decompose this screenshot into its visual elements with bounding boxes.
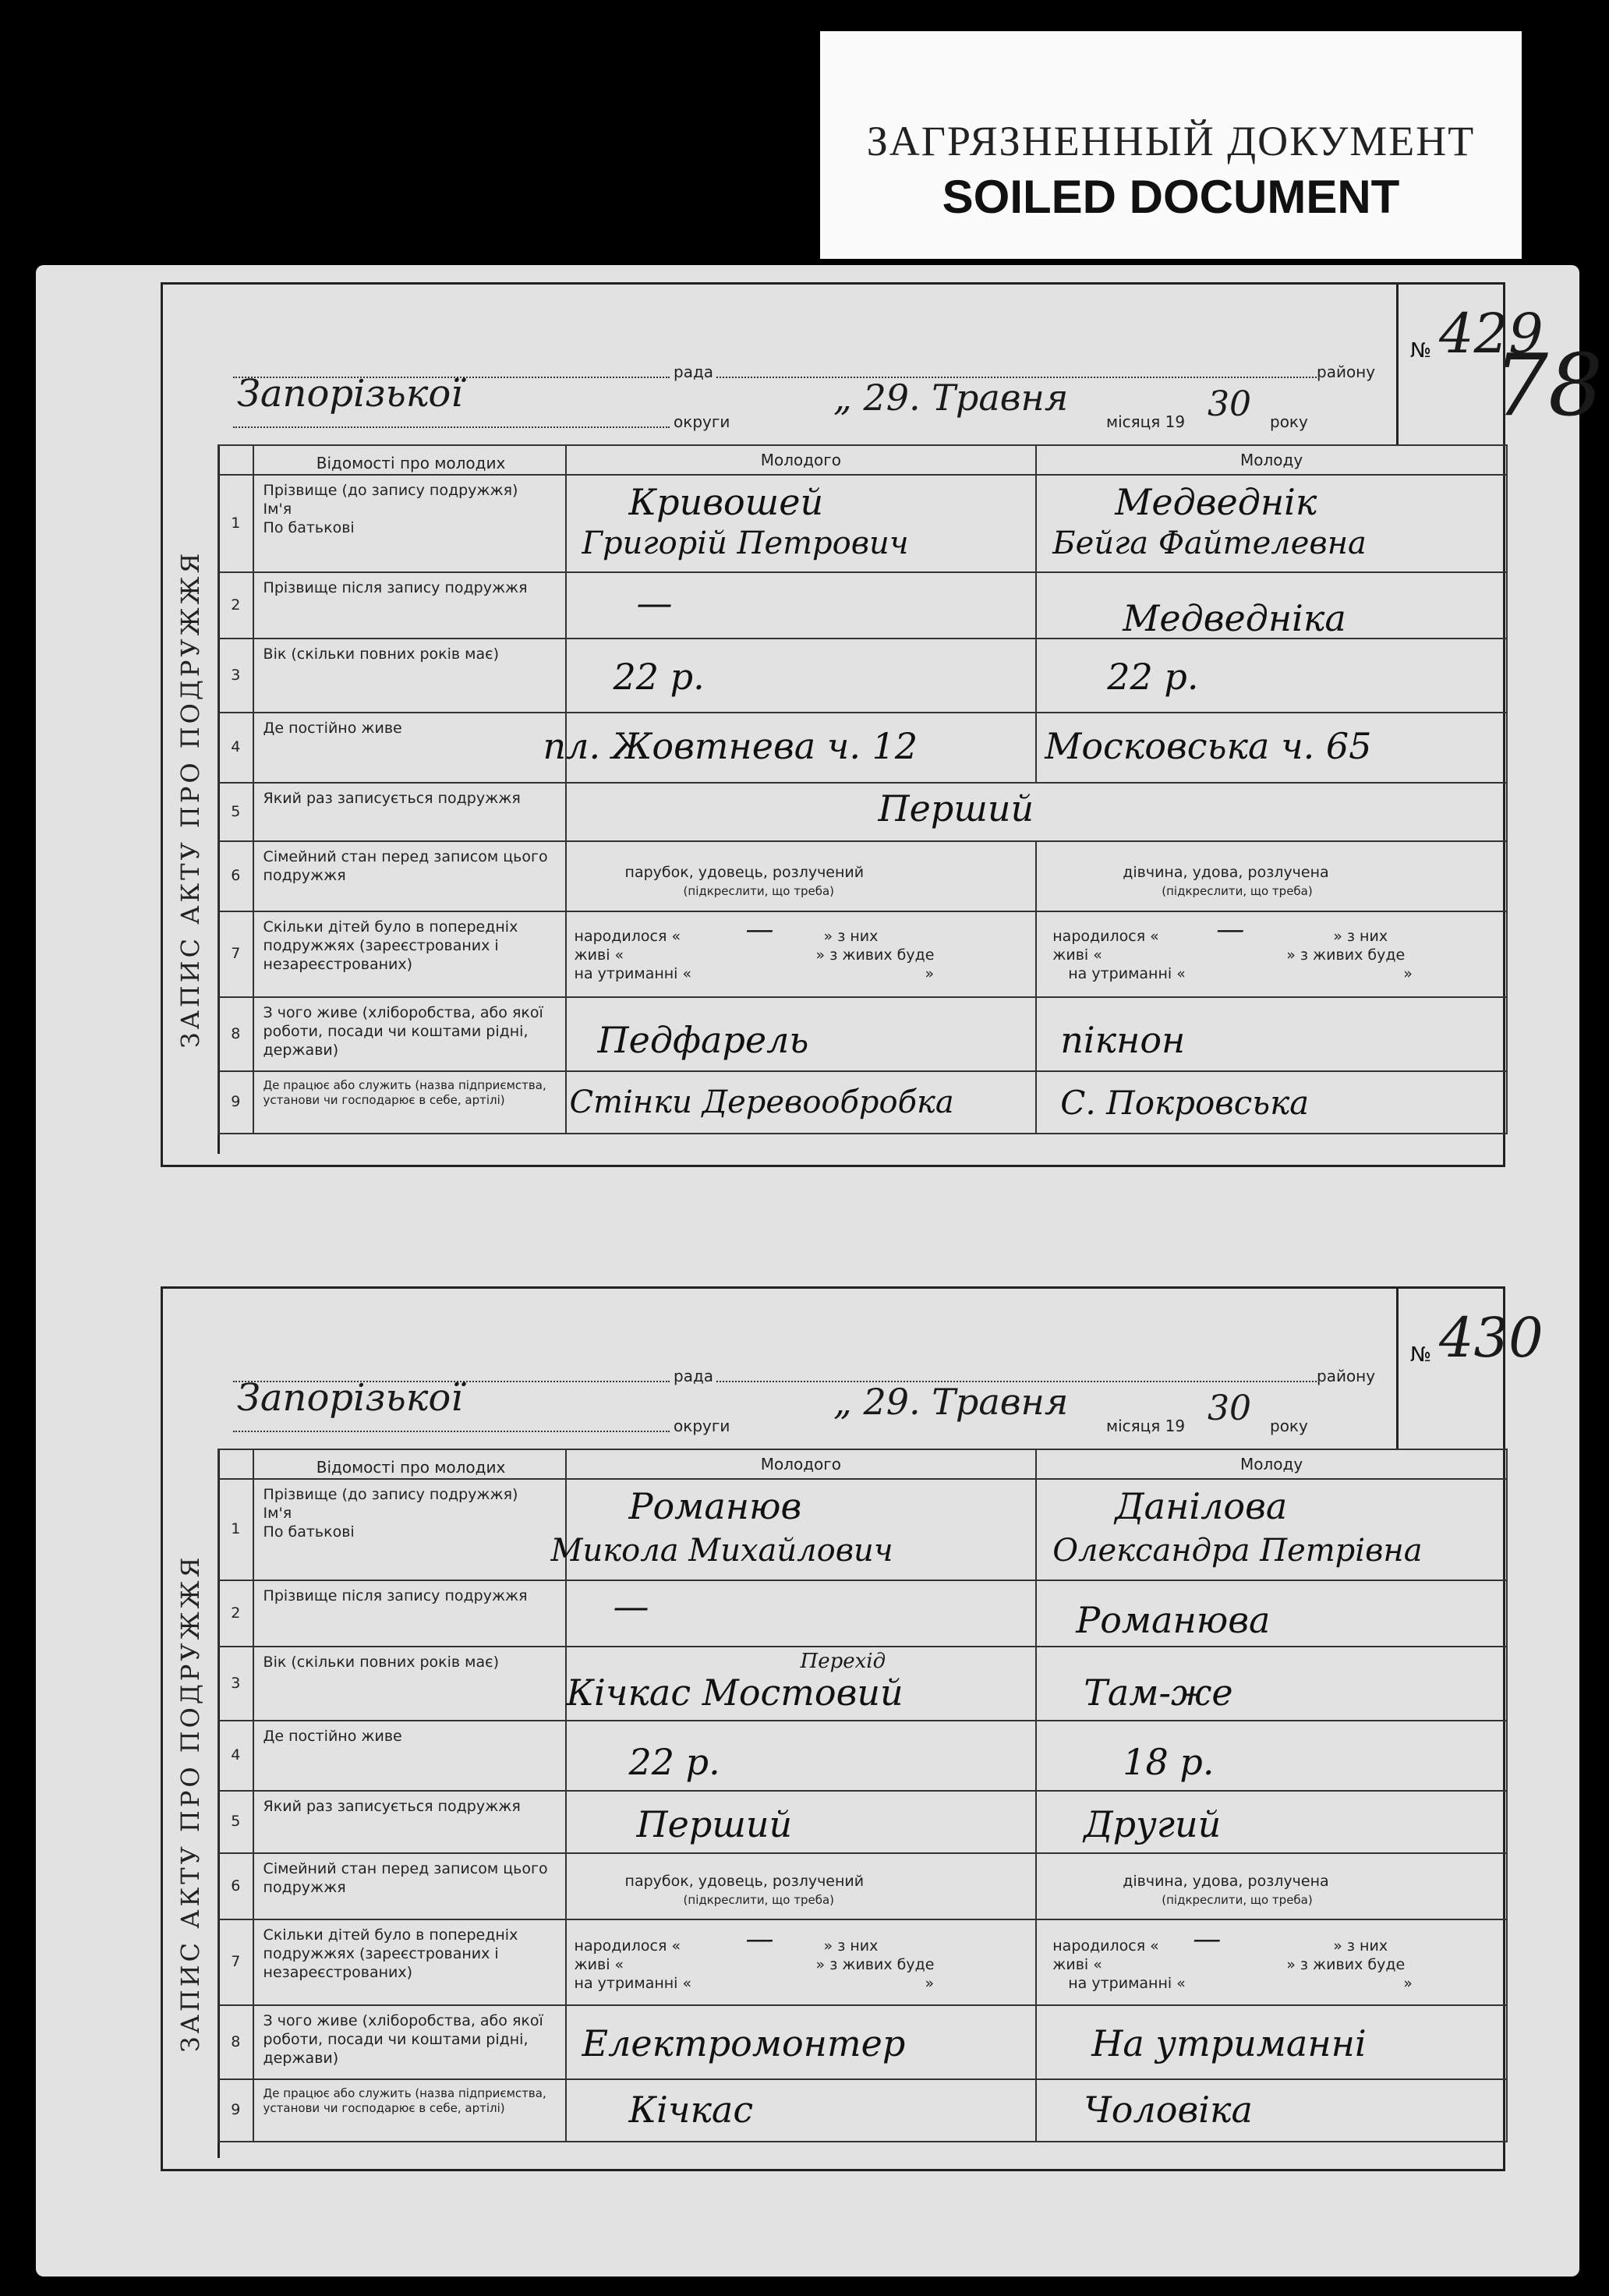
q2-label: Прізвище після запису подружжя [253,1580,566,1647]
record-header [217,285,1544,444]
groom-occupation: Педфарель [597,1019,809,1061]
bride-age: Там-же [1084,1672,1233,1714]
groom-children: — [745,914,774,946]
groom-name: Григорій Петрович [582,525,909,561]
bride-surname: Данілова [1115,1485,1288,1527]
groom-age: Кічкас Мостовий [566,1672,904,1714]
q9-label: Де працює або служить (назва підприємства, установи чи господарює в себе, артілі) [253,1071,566,1134]
record-number: 430 [1439,1306,1544,1370]
groom-note-perekhid: Перехід [800,1650,886,1673]
groom-surname-after: — [613,1585,649,1627]
raionu-label: району [1317,1367,1376,1385]
record-number-box [1396,285,1544,444]
groom-names-cell [566,475,1037,572]
groom-workplace: Кічкас [628,2089,754,2131]
bride-workplace: Чоловіка [1084,2089,1253,2131]
q6-label: Сімейний стан перед записом цього подружжя [253,841,566,911]
bride-occupation: На утриманні [1091,2022,1367,2064]
record-vertical-title: ЗАПИС АКТУ ПРО ПОДРУЖЖЯ [163,1449,220,2158]
okrug-handwritten: Запорізької [237,1376,463,1420]
bride-name: Бейга Файтелевна [1052,525,1367,561]
rada-label: рада [674,363,714,381]
groom-workplace: Стінки Деревообробка [569,1084,954,1120]
record-number: 429 [1439,302,1544,366]
okrugy-label: округи [674,412,730,431]
groom-surname-after: — [636,582,673,624]
record-number-box [1396,1289,1544,1449]
misiatsia-label: місяця 19 [1106,1417,1186,1435]
record-table: Відомості про молодих Молодого Молоду 1 Прізвище (до запису подружжя) Ім'я По батькові Кривошей Григорій Петрович Медведнік Бейга Файтелевна 2 Прізвище після запису подружжя — Медведнікa 3 Вік (скільки повних років має) 22 р. 22 р. 4 Де постійно живе пл. Жовтнева ч. 12 Московська ч. 65 5 Який раз записується подружжя Перший 6 Сімейний стан перед записом цього подружжя парубок, удовець, розлучений (підкреслити, що треба) дівчина, удова, розлучена (підкреслити, що треба) 7 Скільки дітей було в попередніх подружжях (зареєстрованих і незареєстрованих) народилося « » з них живі « » з живих буде на утриманні « » — народилося « » з них живі « » з живих буде на утриманні « » — 8 З чого живе (хліборобства, або якої роботи, посади чи коштами рідні, держави) Педфарель пікнон 9 Де працює або служить (назва підприємства, установи чи господарює в себе, артілі) Стінки Деревообробка С. Покровська [217,444,1508,1134]
margin-page-mark: 78 [1494,335,1603,435]
bride-names-cell [1036,475,1507,572]
q4-label: Де постійно живе [253,1721,566,1791]
q8-label: З чого живе (хліборобства, або якої роботи, посади чи коштами рідні, держави) [253,2005,566,2079]
stamp-line-russian: ЗАГРЯЗНЕННЫЙ ДОКУМЕНТ [866,118,1476,165]
col-questions: Відомості про молодих [253,1449,566,1479]
misiatsia-label: місяця 19 [1106,412,1186,431]
bride-status-options: дівчина, удова, розлучена [1123,1873,1329,1890]
bride-residence: 18 р. [1123,1741,1215,1783]
bride-status-options: дівчина, удова, розлучена [1123,864,1329,881]
roku-label: року [1270,1417,1308,1435]
marriage-record-2 [161,1286,1544,2171]
year-handwritten: 30 [1208,384,1251,424]
groom-surname: Кривошей [628,481,824,523]
q2-label: Прізвище після запису подружжя [253,572,566,639]
bride-status-note: (підкреслити, що треба) [1162,1893,1313,1907]
marriage-record-1 [161,282,1544,1167]
groom-age: 22 р. [613,656,705,698]
okrugy-label: округи [674,1417,730,1435]
bride-children: — [1216,914,1245,946]
groom-status-options: парубок, удовець, розлучений [624,864,865,881]
col-bride: Молоду [1036,445,1507,475]
groom-children: — [745,1923,774,1955]
groom-occupation: Електромонтер [582,2022,906,2064]
q1-label: Прізвище (до запису подружжя) Ім'я По батькові [253,475,566,572]
q5-label: Який раз записується подружжя [253,1791,566,1853]
q7-label: Скільки дітей було в попередніх подружжях (зареєстрованих і незареєстрованих) [253,1919,566,2005]
bride-name: Олександра Петрівна [1052,1533,1423,1569]
bride-marriage-number: Другий [1084,1803,1222,1845]
marriage-number: Перший [878,787,1034,830]
okrug-handwritten: Запорізької [237,372,463,416]
q3-label: Вік (скільки повних років має) [253,1647,566,1721]
q6-label: Сімейний стан перед записом цього подружжя [253,1853,566,1919]
q7-label: Скільки дітей було в попередніх подружжях (зареєстрованих і незареєстрованих) [253,911,566,997]
bride-workplace: С. Покровська [1060,1084,1310,1122]
groom-residence: пл. Жовтнева ч. 12 [543,725,918,767]
soiled-document-stamp [820,31,1522,259]
q9-label: Де працює або служить (назва підприємства, установи чи господарює в себе, артілі) [253,2079,566,2142]
bride-residence: Московська ч. 65 [1045,725,1372,767]
date-handwritten: „ 29. Травня [833,377,1069,419]
col-groom: Молодого [566,445,1037,475]
groom-surname: Романюв [628,1485,802,1527]
bride-status-note: (підкреслити, що треба) [1162,884,1313,898]
q4-label: Де постійно живе [253,713,566,783]
number-sign: № [1410,339,1432,363]
record-table: Відомості про молодих Молодого Молоду 1 Прізвище (до запису подружжя) Ім'я По батькові Романюв Микола Михайлович Данілова Олександра Петрівна 2 Прізвище після запису подружжя — Романюва 3 Вік (скільки повних років має) Перехід Кічкас Мостовий Там-же 4 Де постійно живе 22 р. 18 р. 5 Який раз записується подружжя Перший Другий 6 Сімейний стан перед записом цього подружжя парубок, удовець, розлучений (підкреслити, що треба) дівчина, удова, розлучена (підкреслити, що треба) 7 Скільки дітей було в попередніх подружжях (зареєстрованих і незареєстрованих) народилося « » з них живі « » з живих буде на утриманні « » — народилося « » з них живі « » з живих буде на утриманні « » — 8 З чого живе (хліборобства, або якої роботи, посади чи коштами рідні, держави) Електромонтер На утриманні 9 Де працює або служить (назва підприємства, установи чи господарює в себе, артілі) Кічкас Чоловіка [217,1449,1508,2142]
q1-label: Прізвище (до запису подружжя) Ім'я По батькові [253,1479,566,1580]
groom-status-note: (підкреслити, що треба) [683,884,835,898]
groom-residence: 22 р. [628,1741,720,1783]
date-handwritten: „ 29. Травня [833,1381,1069,1423]
groom-marriage-number: Перший [636,1803,793,1845]
col-bride: Молоду [1036,1449,1507,1479]
bride-occupation: пікнон [1060,1019,1186,1061]
col-questions: Відомості про молодих [253,445,566,475]
raionu-label: району [1317,363,1376,381]
q8-label: З чого живе (хліборобства, або якої роботи, посади чи коштами рідні, держави) [253,997,566,1071]
q5-label: Який раз записується подружжя [253,783,566,841]
bride-age: 22 р. [1107,656,1199,698]
q3-label: Вік (скільки повних років має) [253,639,566,713]
stamp-line-english: SOILED DOCUMENT [942,171,1400,223]
bride-surname: Медведнік [1115,481,1317,523]
bride-surname-after: Медведнікa [1123,597,1346,639]
record-vertical-title: ЗАПИС АКТУ ПРО ПОДРУЖЖЯ [163,444,220,1154]
groom-status-note: (підкреслити, що треба) [683,1893,835,1907]
record-header [217,1289,1544,1449]
groom-status-options: парубок, удовець, розлучений [624,1873,865,1890]
col-groom: Молодого [566,1449,1037,1479]
document-page [36,265,1603,2277]
year-handwritten: 30 [1208,1389,1251,1428]
groom-name: Микола Михайлович [550,1533,893,1569]
bride-surname-after: Романюва [1076,1599,1271,1641]
bride-children: — [1193,1923,1222,1955]
rada-label: рада [674,1367,714,1385]
number-sign: № [1410,1343,1432,1367]
roku-label: року [1270,412,1308,431]
